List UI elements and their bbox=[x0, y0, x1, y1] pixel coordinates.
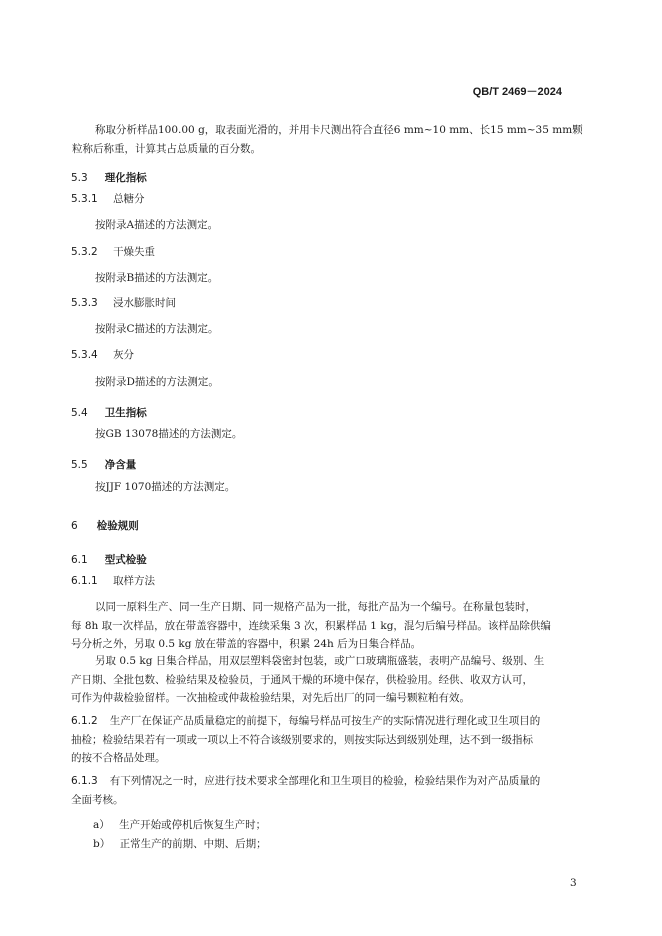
section-6-1-1-heading bbox=[71, 574, 155, 588]
section-5-5-body: 按JJF 1070描述的方法测定。 bbox=[95, 481, 236, 493]
chapter-number: 6 bbox=[71, 520, 78, 532]
section-title: 取样方法 bbox=[113, 575, 156, 587]
paragraph-line: 抽检；检验结果若有一项或一项以上不符合该级别要求的，则按实际达到级别处理，达不到一级指标 bbox=[71, 733, 533, 746]
section-title: 理化指标 bbox=[104, 172, 147, 184]
section-5-3-1-body: 按附录A描述的方法测定。 bbox=[95, 219, 219, 231]
section-number: 5.3.4 bbox=[71, 349, 98, 361]
list-item bbox=[93, 837, 267, 851]
list-text: 正常生产的前期、中期、后期； bbox=[119, 838, 267, 850]
standard-code: QB/T 2469－2024 bbox=[472, 86, 562, 98]
paragraph-line: 以同一原料生产、同一生产日期、同一规格产品为一批，每批产品为一个编号。在称量包装时， bbox=[95, 601, 536, 613]
section-6-1-3 bbox=[71, 772, 591, 809]
section-6-1-2 bbox=[71, 712, 591, 768]
paragraph-line: 另取 0.5 kg 日集合样品，用双层塑料袋密封包装，或广口玻璃瓶盛装，表明产品编号、级别、生 bbox=[95, 655, 545, 667]
section-number: 6.1.3 bbox=[71, 775, 98, 787]
paragraph-line: 生产厂在保证产品质量稳定的前提下，每编号样品可按生产的实际情况进行理化或卫生项目的 bbox=[109, 715, 541, 727]
section-5-3-1-heading bbox=[71, 192, 145, 206]
section-6-1-1-paragraph-1 bbox=[71, 598, 591, 654]
paragraph-line: 每 8h 取一次样品，放在带盖容器中，连续采集 3 次，积累样品 1 kg，混匀后编号样品。该样品除供编 bbox=[71, 619, 551, 632]
intro-line-2: 粒称后称重，计算其占总质量的百分数。 bbox=[72, 142, 261, 155]
section-5-3-heading bbox=[71, 166, 147, 185]
paragraph-line: 可作为仲裁检验留样。一次抽检或仲裁检验结果，对先后出厂的同一编号颗粒粕有效。 bbox=[71, 692, 470, 704]
section-number: 5.4 bbox=[71, 407, 88, 419]
section-5-3-2-body: 按附录B描述的方法测定。 bbox=[95, 272, 219, 284]
section-title: 浸水膨胀时间 bbox=[113, 297, 177, 309]
section-6-1-1-paragraph-2 bbox=[71, 652, 591, 708]
section-number: 6.1.2 bbox=[71, 715, 98, 727]
intro-line-1: 称取分析样品100.00 g，取表面光滑的，并用卡尺测出符合直径6 mm~10 mm、长15 mm~35 mm颗 bbox=[95, 124, 583, 136]
section-number: 5.5 bbox=[71, 459, 88, 471]
section-number: 5.3.3 bbox=[71, 297, 98, 309]
section-number: 5.3.2 bbox=[71, 246, 98, 258]
chapter-6-heading bbox=[71, 514, 139, 533]
page-number: 3 bbox=[570, 877, 577, 889]
section-5-4-heading bbox=[71, 401, 147, 420]
section-number: 6.1.1 bbox=[71, 575, 98, 587]
paragraph-line: 的按不合格品处理。 bbox=[71, 752, 166, 764]
paragraph-line: 号分析之外，另取 0.5 kg 放在带盖的容器中，积累 24h 后为日集合样品。 bbox=[71, 638, 422, 650]
section-title: 灰分 bbox=[113, 349, 135, 361]
section-5-3-2-heading bbox=[71, 245, 155, 259]
section-5-5-heading bbox=[71, 453, 136, 472]
list-marker: b） bbox=[93, 838, 111, 850]
section-number: 6.1 bbox=[71, 554, 88, 566]
section-5-3-4-heading bbox=[71, 348, 134, 362]
paragraph-line: 有下列情况之一时，应进行技术要求全部理化和卫生项目的检验，检验结果作为对产品质量的 bbox=[109, 775, 541, 787]
section-title: 净含量 bbox=[104, 459, 137, 471]
section-title: 总糖分 bbox=[113, 193, 145, 205]
intro-paragraph bbox=[72, 121, 585, 158]
section-title: 卫生指标 bbox=[104, 407, 147, 419]
list-text: 生产开始或停机后恢复生产时； bbox=[119, 819, 267, 831]
section-number: 5.3.1 bbox=[71, 193, 98, 205]
paragraph-line: 全面考核。 bbox=[71, 793, 124, 806]
section-title: 型式检验 bbox=[104, 554, 147, 566]
list-item bbox=[93, 818, 266, 832]
section-5-3-3-body: 按附录C描述的方法测定。 bbox=[95, 323, 219, 335]
section-5-3-3-heading bbox=[71, 296, 176, 310]
chapter-title: 检验规则 bbox=[96, 520, 139, 532]
section-6-1-heading bbox=[71, 548, 147, 567]
paragraph-line: 产日期、全批包数、检验结果及检验员，于通风干燥的环境中保存，供检验用。经供、收双方认可， bbox=[71, 673, 533, 686]
list-marker: a） bbox=[93, 819, 110, 831]
section-number: 5.3 bbox=[71, 172, 88, 184]
section-5-3-4-body: 按附录D描述的方法测定。 bbox=[95, 376, 219, 388]
section-5-4-body: 按GB 13078描述的方法测定。 bbox=[95, 428, 243, 440]
section-title: 干燥失重 bbox=[113, 246, 156, 258]
